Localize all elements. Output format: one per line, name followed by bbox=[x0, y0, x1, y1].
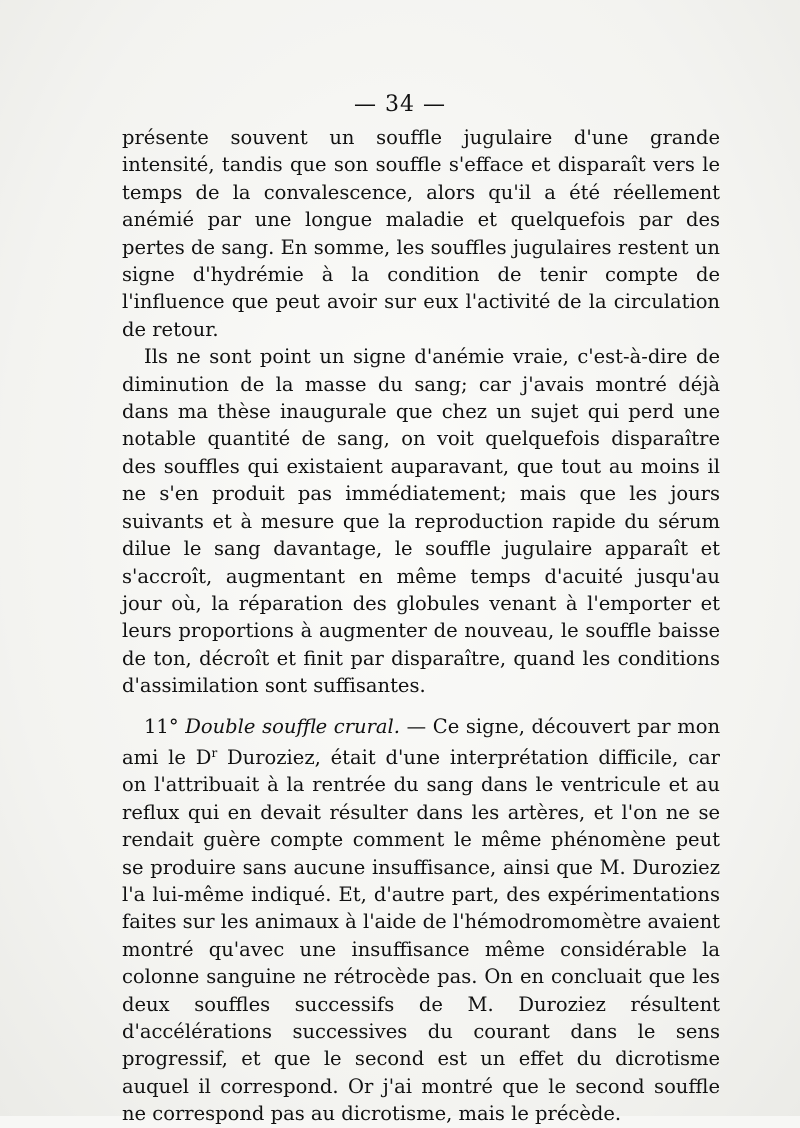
paragraph-3 bbox=[122, 713, 720, 1128]
section-heading: Double souffle crural. bbox=[185, 714, 400, 738]
body-text bbox=[122, 124, 720, 1128]
paragraph-1: présente souvent un souffle jugulaire d'une grande intensité, tandis que son souffle s'efface et disparaît vers le temps de la convalescence, alors qu'il a été réellement anémié par une longue maladie et quelquefois par des pertes de sang. En somme, les souffles jugulaires restent un signe d'hydrémie à la condition de tenir compte de l'influence que peut avoir sur eux l'activité de la circulation de retour. bbox=[122, 126, 720, 341]
paragraph-3-text: Duroziez, était d'une interprétation difficile, car on l'attribuait à la rentrée du sang dans le ventricule et au reflux qui en devait résulter dans les artères, et l'on ne se rendait guère compte comment le même phénomène peut se produire sans aucune insuffisance, ainsi que M. Duroziez l'a lui-même indiqué. Et, d'autre part, des expérimentations faites sur les animaux à l'aide de l'hémodromomètre avaient montré qu'avec une insuffisance même considérable la colonne sanguine ne rétrocède pas. On en concluait que les deux souffles successifs de M. Duroziez résultent d'accélérations successives du courant dans le sens progressif, et que le second est un effet du dicrotisme auquel il correspond. Or j'ai montré que le second souffle ne correspond pas au dicrotisme, mais le précède. bbox=[122, 745, 720, 1126]
section-number: 11° bbox=[144, 714, 179, 738]
page-number: — 34 — bbox=[354, 92, 446, 117]
doctor-abbrev-sup: r bbox=[211, 745, 218, 760]
doctor-abbrev: D bbox=[195, 745, 212, 769]
paragraph-2: Ils ne sont point un signe d'anémie vraie, c'est-à-dire de diminution de la masse du sang; car j'avais montré déjà dans ma thèse inaugurale que chez un sujet qui perd une notable quantité de sang, on voit quelquefois disparaître des souffles qui existaient auparavant, que tout au moins il ne s'en produit pas immédiatement; mais que les jours suivants et à mesure que la reproduction rapide du sérum dilue le sang davantage, le souffle jugulaire apparaît et s'accroît, augmentant en même temps d'acuité jusqu'au jour où, la réparation des globules venant à l'emporter et leurs proportions à augmenter de nouveau, le souffle baisse de ton, décroît et finit par disparaître, quand les conditions d'assimilation sont suffisantes. bbox=[122, 345, 720, 698]
paragraph-3-lead: — Ce signe, découvert par mon ami le bbox=[122, 714, 721, 769]
